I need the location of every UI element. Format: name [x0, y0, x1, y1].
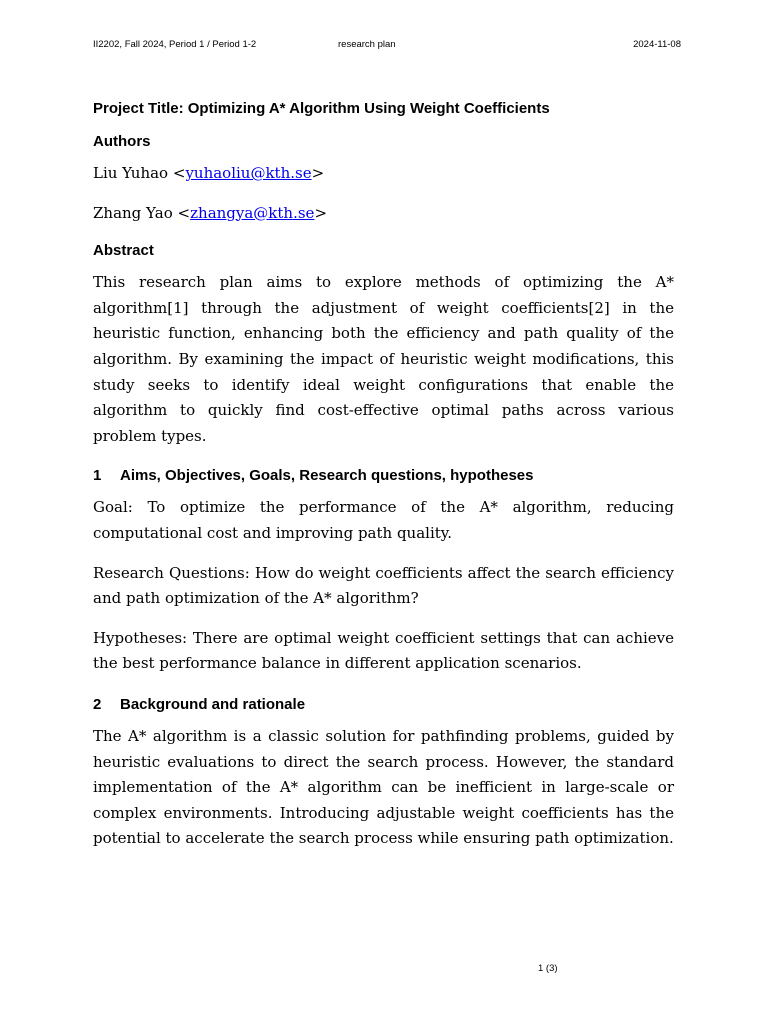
author-line: Zhang Yao <zhangya@kth.se> [93, 203, 328, 222]
section-title: Background and rationale [120, 695, 306, 713]
section-title: Aims, Objectives, Goals, Research questions, hypotheses [120, 467, 534, 485]
author-email-link[interactable]: zhangya@kth.se [190, 203, 315, 222]
author-line: Liu Yuhao <yuhaoliu@kth.se> [93, 164, 325, 182]
document-body [93, 99, 674, 852]
author-name: Zhang Yao [93, 203, 173, 222]
authors-heading: Authors [93, 133, 151, 150]
section-number: 1 [93, 467, 102, 485]
header-date: 2024-11-08 [633, 39, 681, 50]
author-email-link[interactable]: yuhaoliu@kth.se [185, 164, 312, 182]
hypotheses-paragraph: Hypotheses: There are optimal weight coefficient settings that can achieve the best performance balance in different application scenarios. [93, 628, 674, 673]
section-number: 2 [93, 695, 102, 713]
header-doc-type: research plan [338, 39, 396, 50]
background-paragraph: The A* algorithm is a classic solution for pathfinding problems, guided by heuristic evaluations to direct the search process. However, the standard implementation of the A* algorithm can be inefficient in large-scale or complex environments. Introducing adjustable weight coefficients has the potential to accelerate the search process while ensuring path optimization. [93, 726, 674, 848]
section-1-heading [93, 466, 674, 486]
author-name: Liu Yuhao [93, 164, 169, 182]
header-course: II2202, Fall 2024, Period 1 / Period 1-2 [93, 39, 257, 50]
project-title: Project Title: Optimizing A* Algorithm Using Weight Coefficients [93, 100, 550, 117]
abstract-heading: Abstract [93, 242, 154, 260]
section-2-heading [93, 695, 674, 715]
page-number: 1 (3) [538, 963, 558, 974]
research-questions-paragraph: Research Questions: How do weight coefficients affect the search efficiency and path optimization of the A* algorithm? [93, 563, 674, 608]
abstract-text: This research plan aims to explore methods of optimizing the A* algorithm[1] through the adjustment of weight coefficients[2] in the heuristic function, enhancing both the efficiency and path quality of the algorithm. By examining the impact of heuristic weight modifications, this study seeks to identify ideal weight configurations that enable the algorithm to quickly find cost-effective optimal paths across various problem types. [93, 273, 674, 445]
goal-paragraph: Goal: To optimize the performance of the A* algorithm, reducing computational cost and improving path quality. [93, 498, 674, 542]
